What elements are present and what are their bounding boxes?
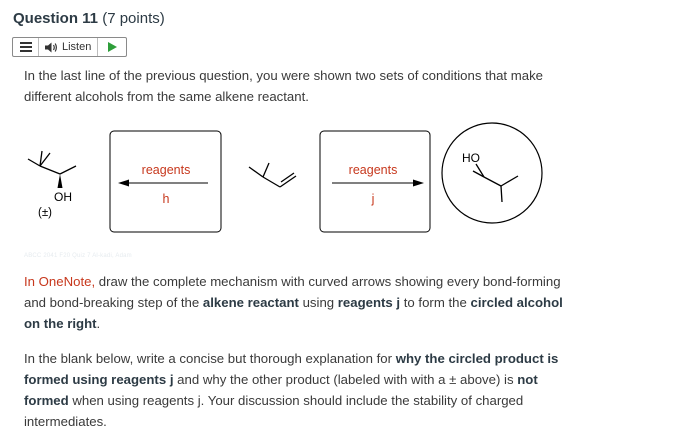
listen-button[interactable] [39, 38, 98, 56]
intro-paragraph: In the last line of the previous question, you were shown two sets of conditions that make different alcohols from the same alkene reactant. [24, 68, 544, 104]
instruction1-part2: using [298, 295, 338, 310]
left-stereo-label: (±) [38, 207, 52, 219]
instruction2-bold1: why the circled product is formed using reagents j [24, 351, 559, 387]
play-button[interactable] [98, 38, 126, 56]
right-arrow [332, 180, 424, 187]
instruction1-bold2: reagents j [337, 295, 401, 310]
reagents-j-title: reagents [348, 163, 398, 177]
wedge-bond [58, 174, 63, 188]
listen-label: Listen [62, 41, 92, 53]
instruction2-part3: when using reagents j. Your discussion should include the stability of charged intermediates. [24, 393, 524, 429]
instruction1-part1: draw the complete mechanism with curved arrows showing every bond-forming and bond-breaking step of the [24, 274, 561, 310]
instruction-paragraph-1 [24, 271, 574, 334]
question-title [13, 10, 165, 27]
right-ho-label: HO [462, 151, 480, 165]
right-product-structure [473, 164, 518, 202]
play-icon [108, 42, 117, 52]
speaker-icon [45, 42, 58, 53]
instruction1-bold3: circled alcohol on the right [24, 295, 563, 331]
reagents-h-letter: h [162, 192, 170, 206]
question-points: (7 points) [102, 10, 165, 27]
instruction2-bold2: not formed [24, 372, 538, 408]
left-product-structure [28, 151, 76, 174]
instruction-paragraph-2 [24, 348, 574, 432]
onenote-link[interactable]: In OneNote, [24, 274, 96, 289]
watermark: ABCC 2041 F20 Quiz 7 Al-kadi, Adam [24, 253, 132, 259]
menu-button[interactable] [13, 38, 39, 56]
instruction2-part2: and why the other product (labeled with with a ± above) is [173, 372, 518, 387]
menu-icon [20, 42, 32, 52]
product-circle [442, 123, 542, 223]
reagents-h-title: reagents [141, 163, 191, 177]
question-label: Question 11 [13, 10, 99, 27]
instruction2-part1: In the blank below, write a concise but thorough explanation for [24, 351, 396, 366]
left-oh-label: OH [54, 190, 72, 204]
reaction-diagram [18, 122, 548, 238]
listen-toolbar [12, 37, 127, 57]
instruction1-bold1: alkene reactant [202, 295, 299, 310]
instruction1-part4: . [96, 316, 101, 331]
left-arrow [118, 180, 208, 187]
alkene-reactant-structure [249, 163, 296, 187]
instruction1-part3: to form the [400, 295, 471, 310]
reagents-j-letter: j [371, 192, 375, 206]
